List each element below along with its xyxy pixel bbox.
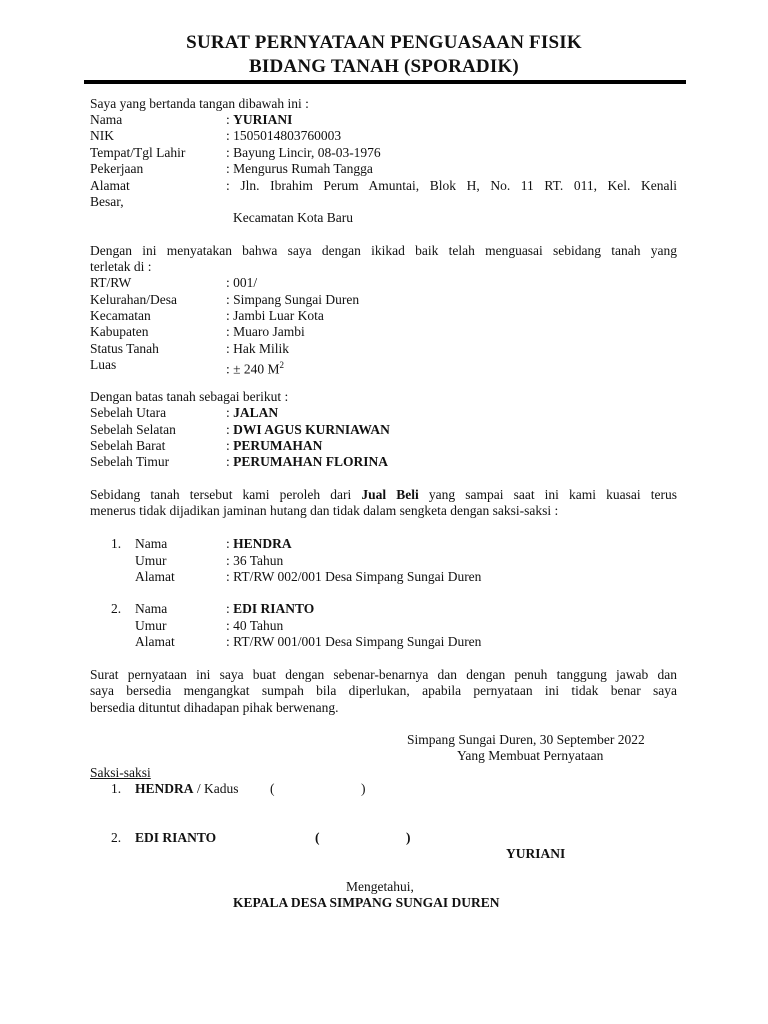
- sign-witness2-number: 2.: [111, 830, 122, 845]
- ttl-label: Tempat/Tgl Lahir: [90, 145, 186, 160]
- sign-witness1-name: HENDRA / Kadus: [135, 781, 239, 796]
- statement-line2: terletak di :: [90, 259, 152, 274]
- barat-value: : PERUMAHAN: [226, 438, 323, 453]
- maker-label: Yang Membuat Pernyataan: [457, 748, 604, 763]
- sign-witness1-number: 1.: [111, 781, 122, 796]
- statement-line1: Dengan ini menyatakan bahwa saya dengan ikikad baik telah menguasai sebidang tanah yang: [90, 243, 677, 258]
- maker-name: YURIANI: [506, 846, 566, 861]
- witness1-alamat-value: : RT/RW 002/001 Desa Simpang Sungai Duren: [226, 569, 482, 584]
- sign-witness2-close-paren: ): [406, 830, 411, 845]
- alamat-line3: Kecamatan Kota Baru: [233, 210, 353, 225]
- kabupaten-label: Kabupaten: [90, 324, 149, 339]
- nik-value: : 1505014803760003: [226, 128, 342, 143]
- closing-line2: saya bersedia mengangkat sumpah bila diperlukan, apabila pernyataan ini tidak benar saya: [90, 683, 677, 698]
- kelurahan-label: Kelurahan/Desa: [90, 292, 177, 307]
- witness1-alamat-label: Alamat: [135, 569, 175, 584]
- witness1-umur-label: Umur: [135, 553, 167, 568]
- sign-witness1-open-paren: (: [270, 781, 275, 796]
- witness2-nama-value: : EDI RIANTO: [226, 601, 315, 616]
- kecamatan-value: : Jambi Luar Kota: [226, 308, 324, 323]
- luas-label: Luas: [90, 357, 117, 372]
- borders-intro: Dengan batas tanah sebagai berikut :: [90, 389, 289, 404]
- kabupaten-value: : Muaro Jambi: [226, 324, 305, 339]
- nama-label: Nama: [90, 112, 123, 127]
- selatan-value: : DWI AGUS KURNIAWAN: [226, 422, 390, 437]
- witness1-nama-label: Nama: [135, 536, 168, 551]
- alamat-line2: Besar,: [90, 194, 124, 209]
- utara-label: Sebelah Utara: [90, 405, 167, 420]
- witness2-alamat-value: : RT/RW 001/001 Desa Simpang Sungai Duren: [226, 634, 482, 649]
- acquisition-line1: Sebidang tanah tersebut kami peroleh dari Jual Beli yang sampai saat ini kami kuasai terus: [90, 487, 678, 502]
- place-date: Simpang Sungai Duren, 30 September 2022: [407, 732, 645, 747]
- sign-witness2-name: EDI RIANTO: [135, 830, 217, 845]
- acknowledged-label: Mengetahui,: [346, 879, 414, 894]
- rtrw-label: RT/RW: [90, 275, 132, 290]
- witness2-number: 2.: [111, 601, 122, 616]
- saksi-heading: Saksi-saksi: [90, 765, 151, 780]
- document-title-line1: SURAT PERNYATAAN PENGUASAAN FISIK: [186, 32, 582, 53]
- timur-label: Sebelah Timur: [90, 454, 170, 469]
- pekerjaan-value: : Mengurus Rumah Tangga: [226, 161, 373, 176]
- luas-value: : ± 240 $M^2$: [226, 360, 285, 377]
- witness2-nama-label: Nama: [135, 601, 168, 616]
- status-tanah-label: Status Tanah: [90, 341, 159, 356]
- title-divider: [84, 80, 686, 84]
- ttl-value: : Bayung Lincir, 08-03-1976: [226, 145, 381, 160]
- village-head-title: KEPALA DESA SIMPANG SUNGAI DUREN: [233, 895, 500, 910]
- nik-label: NIK: [90, 128, 114, 143]
- selatan-label: Sebelah Selatan: [90, 422, 176, 437]
- alamat-label: Alamat: [90, 178, 130, 193]
- status-tanah-value: : Hak Milik: [226, 341, 289, 356]
- pekerjaan-label: Pekerjaan: [90, 161, 144, 176]
- acquisition-line2: menerus tidak dijadikan jaminan hutang dan tidak dalam sengketa dengan saksi-saksi :: [90, 503, 559, 518]
- document-title-line2: BIDANG TANAH (SPORADIK): [249, 56, 519, 77]
- closing-line1: Surat pernyataan ini saya buat dengan sebenar-benarnya dan dengan penuh tanggung jawab dan: [90, 667, 677, 682]
- intro-text: Saya yang bertanda tangan dibawah ini :: [90, 96, 309, 111]
- utara-value: : JALAN: [226, 405, 279, 420]
- barat-label: Sebelah Barat: [90, 438, 166, 453]
- timur-value: : PERUMAHAN FLORINA: [226, 454, 389, 469]
- alamat-line1: : Jln. Ibrahim Perum Amuntai, Blok H, No. 11 RT. 011, Kel. Kenali: [226, 178, 677, 193]
- sign-witness2-open-paren: (: [315, 830, 320, 845]
- kecamatan-label: Kecamatan: [90, 308, 151, 323]
- closing-line3: bersedia dituntut dihadapan pihak berwenang.: [90, 700, 339, 715]
- witness2-umur-label: Umur: [135, 618, 167, 633]
- rtrw-value: : 001/: [226, 275, 258, 290]
- witness1-number: 1.: [111, 536, 122, 551]
- witness2-alamat-label: Alamat: [135, 634, 175, 649]
- nama-value: : YURIANI: [226, 112, 293, 127]
- witness2-umur-value: : 40 Tahun: [226, 618, 284, 633]
- sign-witness1-close-paren: ): [361, 781, 366, 796]
- witness1-umur-value: : 36 Tahun: [226, 553, 284, 568]
- kelurahan-value: : Simpang Sungai Duren: [226, 292, 360, 307]
- witness1-nama-value: : HENDRA: [226, 536, 292, 551]
